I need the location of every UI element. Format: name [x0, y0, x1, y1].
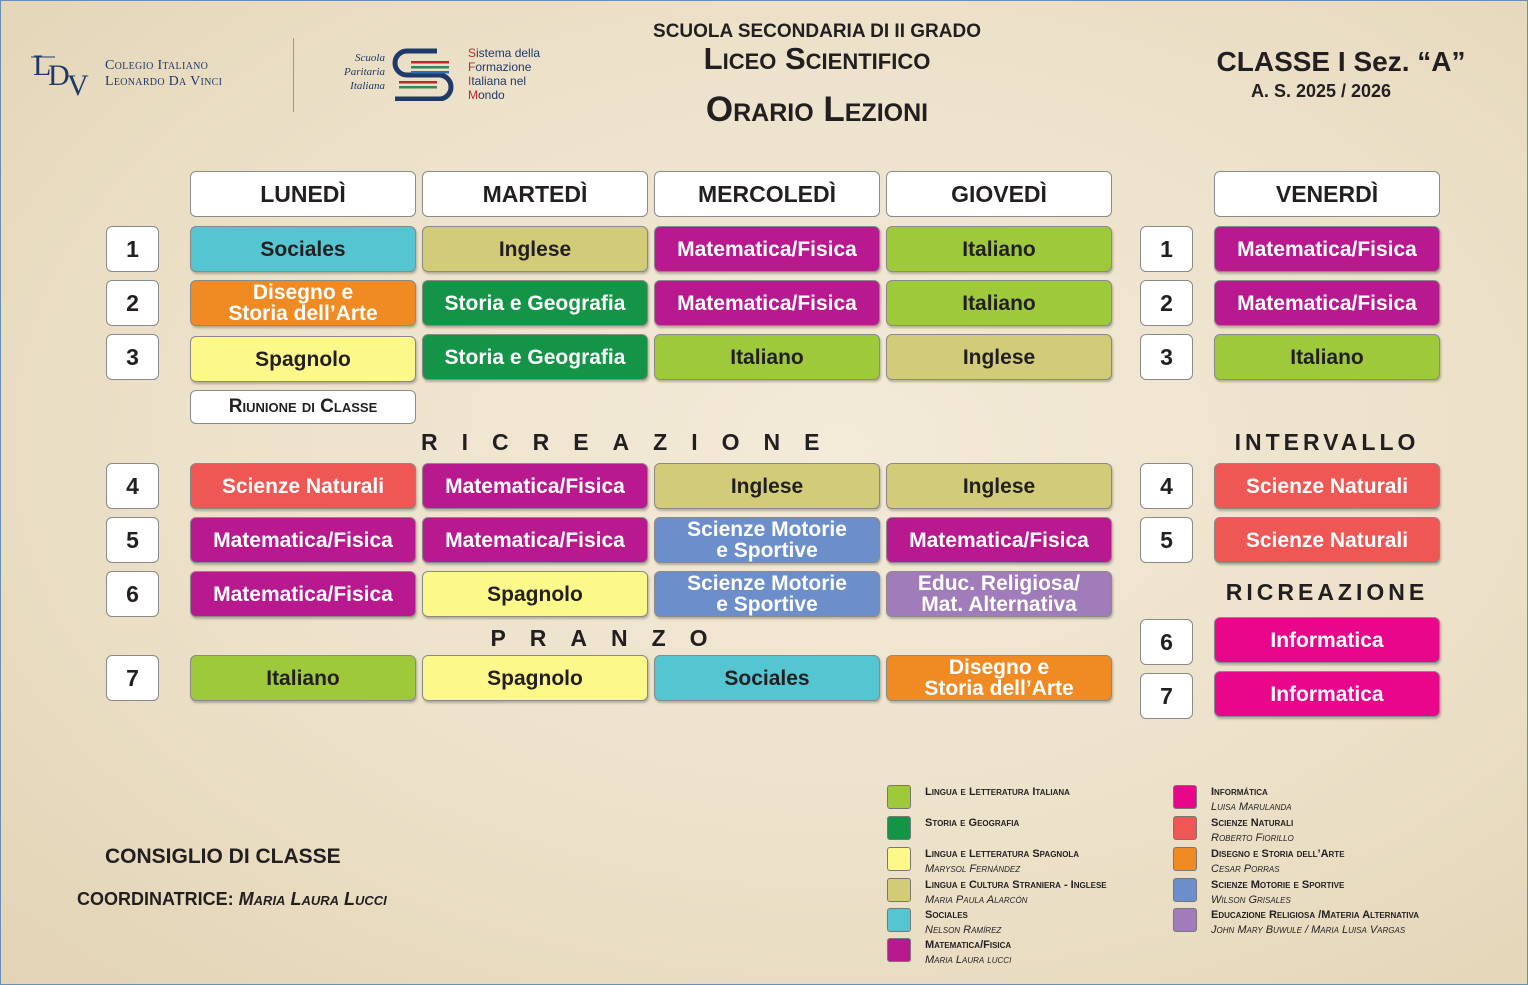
legend-teacher: Maria Paula Alarcón [925, 894, 1028, 906]
legend-teacher: John Mary Buwule / Maria Luisa Vargas [1211, 924, 1406, 936]
sfi-label-line1: Scuola [355, 52, 385, 64]
legend-teacher: Maria Laura lucci [925, 954, 1012, 966]
lesson-cell: Inglese [422, 226, 648, 272]
school-year: A. S. 2025 / 2026 [1250, 81, 1392, 101]
legend-swatch [1173, 847, 1197, 871]
legend-subject: Disegno e Storia dell’Arte [1211, 848, 1345, 860]
lesson-cell: Inglese [886, 463, 1112, 509]
period-number: 2 [106, 280, 159, 326]
legend-item [887, 878, 1107, 908]
sfi-name-line: Italiana nel [468, 74, 527, 88]
legend-swatch [887, 908, 911, 932]
legend-subject: Educazione Religiosa /Materia Alternativa [1211, 909, 1420, 921]
day-header-giovedi: GIOVEDÌ [886, 171, 1112, 217]
lesson-cell: Storia e Geografia [422, 334, 648, 380]
lesson-cell: Disegno e Storia dell’Arte [886, 655, 1112, 701]
lesson-cell: Matematica/Fisica [1214, 280, 1440, 326]
lesson-cell: Scienze Naturali [1214, 463, 1440, 509]
sfi-label-line2: Paritaria [344, 66, 385, 78]
period-number-venerdi: 4 [1140, 463, 1193, 509]
legend-teacher: Nelson Ramírez [925, 924, 1002, 936]
legend-subject: Informática [1211, 786, 1268, 798]
period-number: 3 [106, 334, 159, 380]
legend-swatch [887, 785, 911, 809]
lesson-cell: Italiano [886, 226, 1112, 272]
legend-item [887, 908, 1001, 938]
lesson-cell: Spagnolo [422, 655, 648, 701]
council-title: CONSIGLIO DI CLASSE [105, 845, 341, 868]
break-ricreazione-venerdi: RICREAZIONE [1225, 579, 1429, 605]
legend-subject: Lingua e Letteratura Italiana [925, 786, 1070, 798]
legend-subject: Storia e Geografia [925, 817, 1020, 829]
svg-text:L: L [33, 49, 52, 82]
legend-item [1173, 785, 1292, 815]
lesson-cell: Inglese [654, 463, 880, 509]
day-header-lunedi: LUNEDÌ [190, 171, 416, 217]
legend-item [887, 816, 1019, 840]
lesson-cell: Italiano [190, 655, 416, 701]
coordinator-line [77, 889, 387, 910]
break-pranzo: PRANZO [490, 625, 732, 651]
period-number: 4 [106, 463, 159, 509]
lesson-cell: Matematica/Fisica [422, 463, 648, 509]
legend-swatch [1173, 908, 1197, 932]
sfi-books-logo-icon [389, 45, 465, 101]
legend-teacher: Cesar Porras [1211, 863, 1280, 875]
legend-swatch [1173, 785, 1197, 809]
lesson-cell: Matematica/Fisica [1214, 226, 1440, 272]
lesson-cell: Spagnolo [190, 336, 416, 382]
day-header-mercoledi: MERCOLEDÌ [654, 171, 880, 217]
lesson-cell: Matematica/Fisica [190, 571, 416, 617]
lesson-cell: Storia e Geografia [422, 280, 648, 326]
lesson-cell: Informatica [1214, 617, 1440, 663]
legend-item [1173, 878, 1344, 908]
legend-teacher: Wilson Grisales [1211, 894, 1291, 906]
period-number-venerdi: 2 [1140, 280, 1193, 326]
period-number-venerdi: 7 [1140, 673, 1193, 719]
lesson-cell: Scienze Naturali [190, 463, 416, 509]
sfi-name-line: Formazione [468, 60, 532, 74]
page-title: Orario Lezioni [705, 90, 929, 129]
legend-teacher: Luisa Marulanda [1211, 801, 1292, 813]
legend-subject: Lingua e Cultura Straniera - Inglese [925, 879, 1107, 891]
period-number: 5 [106, 517, 159, 563]
period-number: 1 [106, 226, 159, 272]
legend-subject: Matematica/Fisica [925, 939, 1012, 951]
school-type: Liceo Scientifico [703, 41, 931, 76]
legend-swatch [887, 878, 911, 902]
lesson-cell: Italiano [1214, 334, 1440, 380]
legend-subject: Scienze Naturali [1211, 817, 1294, 829]
class-name: CLASSE I Sez. “A” [1216, 46, 1466, 77]
lesson-cell: Matematica/Fisica [886, 517, 1112, 563]
header-divider [293, 38, 294, 112]
legend-item [1173, 816, 1294, 846]
sfi-label [331, 51, 385, 93]
break-intervallo: INTERVALLO [1234, 429, 1420, 455]
lesson-cell: Inglese [886, 334, 1112, 380]
svg-text:D: D [48, 59, 70, 92]
ldv-logo-icon [31, 45, 93, 97]
lesson-cell: Italiano [886, 280, 1112, 326]
period-number: 7 [106, 655, 159, 701]
legend-item [887, 938, 1011, 968]
lesson-cell: Italiano [654, 334, 880, 380]
legend-item [1173, 908, 1419, 938]
day-header-venerdi: VENERDÌ [1214, 171, 1440, 217]
legend-subject: Scienze Motorie e Sportive [1211, 879, 1345, 891]
period-number-venerdi: 3 [1140, 334, 1193, 380]
lesson-cell: Spagnolo [422, 571, 648, 617]
lesson-cell: Educ. Religiosa/ Mat. Alternativa [886, 571, 1112, 617]
legend-swatch [1173, 816, 1197, 840]
legend-subject: Lingua e Letteratura Spagnola [925, 848, 1080, 860]
sfi-label-line3: Italiana [350, 80, 385, 92]
sfi-name-line: Sistema della [468, 46, 541, 60]
lesson-cell: Informatica [1214, 671, 1440, 717]
sfi-name [468, 46, 540, 102]
svg-text:V: V [67, 69, 89, 97]
legend-item [887, 847, 1079, 877]
period-number-venerdi: 1 [1140, 226, 1193, 272]
legend-teacher: Marysol Fernández [925, 863, 1021, 875]
day-header-martedi: MARTEDÌ [422, 171, 648, 217]
break-ricreazione: RICREAZIONE [421, 429, 844, 455]
class-meeting-label: Riunione di Classe [190, 390, 416, 424]
lesson-cell: Scienze Motorie e Sportive [654, 517, 880, 563]
lesson-cell: Disegno e Storia dell’Arte [190, 280, 416, 326]
lesson-cell: Matematica/Fisica [422, 517, 648, 563]
legend-subject: Sociales [925, 909, 968, 921]
legend-swatch [1173, 878, 1197, 902]
period-number-venerdi: 6 [1140, 619, 1193, 665]
lesson-cell: Sociales [654, 655, 880, 701]
legend-swatch [887, 938, 911, 962]
lesson-cell: Sociales [190, 226, 416, 272]
school-name [105, 58, 222, 90]
sfi-name-line: Mondo [468, 88, 505, 102]
lesson-cell: Matematica/Fisica [654, 226, 880, 272]
legend-teacher: Roberto Fiorillo [1211, 832, 1294, 844]
coordinator-name: Maria Laura Lucci [238, 889, 387, 909]
legend-item [887, 785, 1070, 809]
lesson-cell: Scienze Naturali [1214, 517, 1440, 563]
legend-swatch [887, 847, 911, 871]
period-number-venerdi: 5 [1140, 517, 1193, 563]
lesson-cell: Matematica/Fisica [654, 280, 880, 326]
period-number: 6 [106, 571, 159, 617]
school-name-line2: Leonardo Da Vinci [105, 74, 223, 89]
legend-swatch [887, 816, 911, 840]
lesson-cell: Matematica/Fisica [190, 517, 416, 563]
lesson-cell: Scienze Motorie e Sportive [654, 571, 880, 617]
school-level: SCUOLA SECONDARIA DI II GRADO [653, 21, 981, 42]
school-name-line1: Colegio Italiano [105, 58, 209, 73]
coordinator-label: COORDINATRICE: [77, 889, 234, 909]
legend-item [1173, 847, 1345, 877]
